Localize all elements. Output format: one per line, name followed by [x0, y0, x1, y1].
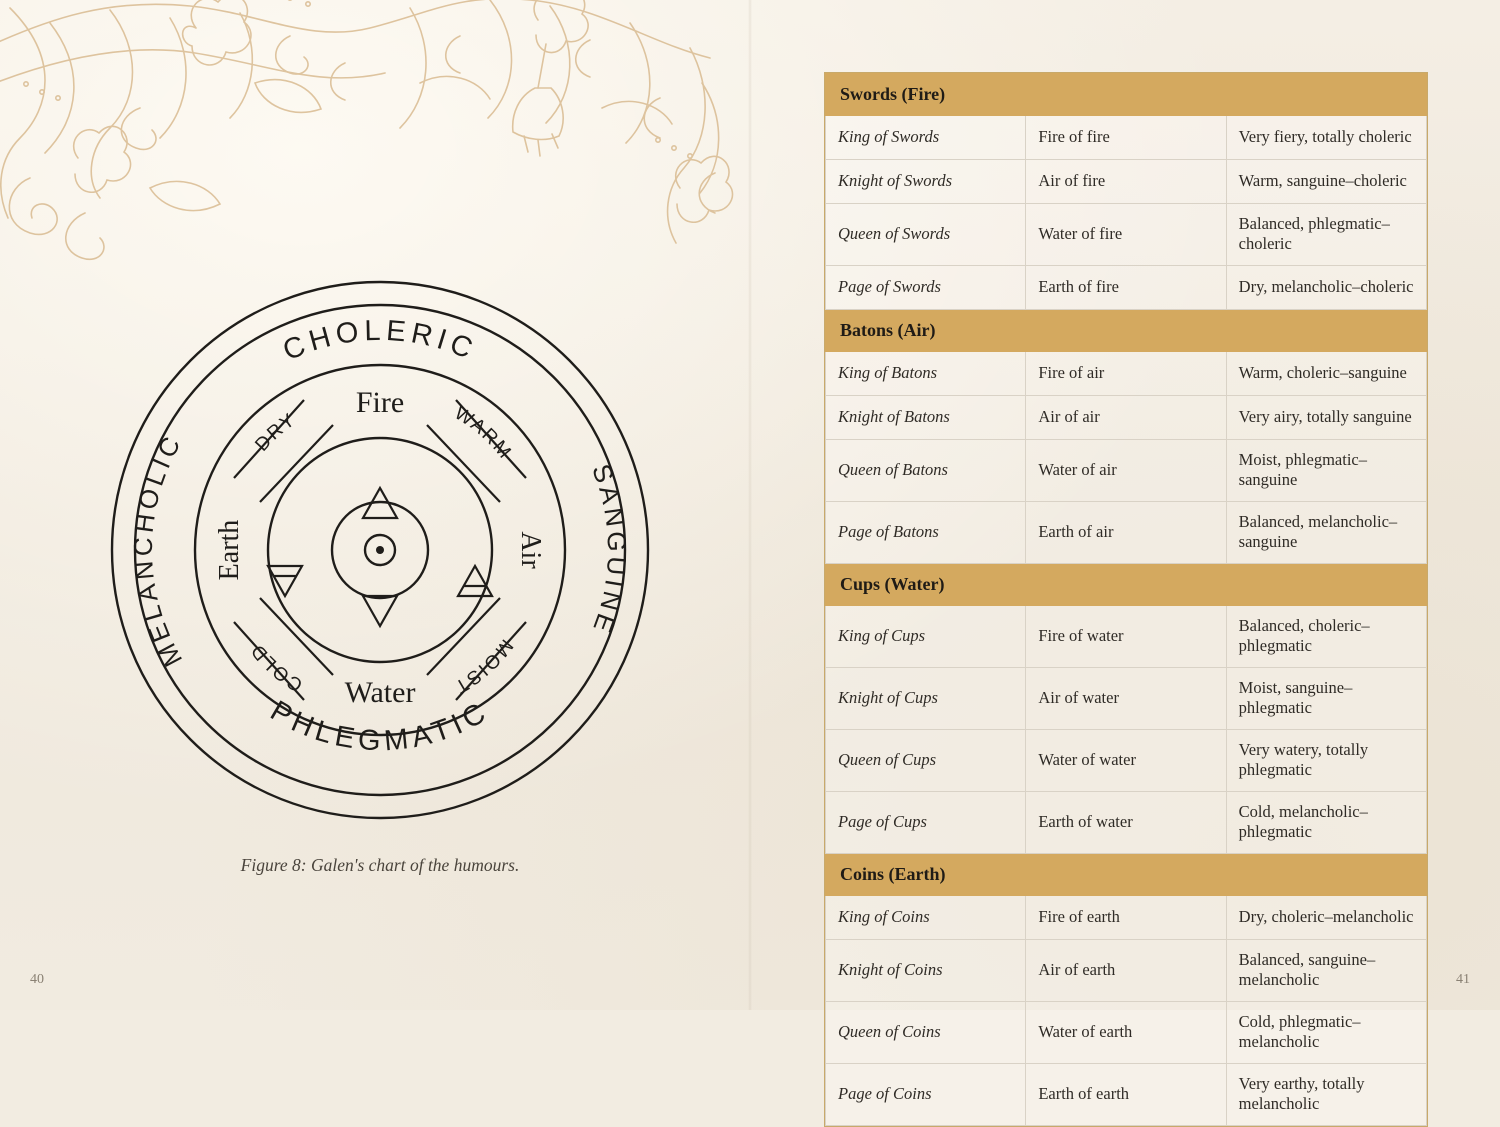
table-row: [826, 792, 1427, 854]
cell-card: King of Batons: [826, 352, 1026, 396]
cell-temperament: Cold, melancholic–phlegmatic: [1226, 792, 1426, 854]
table-row: [826, 940, 1427, 1002]
cell-card: Queen of Swords: [826, 204, 1026, 266]
label-fire: Fire: [356, 386, 404, 419]
label-moist: MOIST: [449, 635, 516, 698]
cell-element: Air of air: [1026, 396, 1226, 440]
cell-element: Earth of earth: [1026, 1064, 1226, 1126]
cell-card: Knight of Swords: [826, 160, 1026, 204]
cell-element: Water of fire: [1026, 204, 1226, 266]
label-dry: DRY: [251, 409, 300, 456]
svg-text:MOIST: [449, 635, 516, 698]
table-row: [826, 160, 1427, 204]
table-section-header: [826, 310, 1427, 352]
cell-card: Page of Batons: [826, 502, 1026, 564]
label-air: Air: [515, 531, 546, 569]
table-section-header: [826, 854, 1427, 896]
cell-element: Fire of earth: [1026, 896, 1226, 940]
svg-text:MELANCHOLIC: [128, 428, 188, 671]
cell-card: Page of Cups: [826, 792, 1026, 854]
svg-text:DRY: [251, 409, 300, 456]
svg-text:SANGUINE: [586, 460, 632, 640]
water-triangle-icon: [363, 596, 397, 626]
cell-card: Queen of Cups: [826, 730, 1026, 792]
cell-element: Water of air: [1026, 440, 1226, 502]
cell-element: Fire of water: [1026, 606, 1226, 668]
label-melancholic: MELANCHOLIC: [128, 428, 188, 671]
label-earth: Earth: [214, 520, 245, 581]
label-cold: COLD: [246, 639, 306, 696]
table-row: [826, 116, 1427, 160]
label-choleric: CHOLERIC: [279, 315, 482, 367]
table-row: [826, 502, 1427, 564]
cell-temperament: Warm, choleric–sanguine: [1226, 352, 1426, 396]
element-symbols: [268, 488, 492, 626]
cell-element: Air of water: [1026, 668, 1226, 730]
cell-card: Knight of Batons: [826, 396, 1026, 440]
cell-temperament: Balanced, choleric–phlegmatic: [1226, 606, 1426, 668]
cell-temperament: Warm, sanguine–choleric: [1226, 160, 1426, 204]
cell-card: Knight of Cups: [826, 668, 1026, 730]
folio-left: 40: [30, 972, 44, 988]
cell-card: King of Swords: [826, 116, 1026, 160]
cell-temperament: Balanced, sanguine–melancholic: [1226, 940, 1426, 1002]
cell-element: Fire of fire: [1026, 116, 1226, 160]
table-row: [826, 1002, 1427, 1064]
cell-card: Page of Swords: [826, 266, 1026, 310]
svg-text:CHOLERIC: [279, 315, 482, 367]
cell-temperament: Balanced, phlegmatic–choleric: [1226, 204, 1426, 266]
table-row: [826, 1064, 1427, 1126]
cell-temperament: Very fiery, totally choleric: [1226, 116, 1426, 160]
cell-element: Air of earth: [1026, 940, 1226, 1002]
cell-temperament: Cold, phlegmatic–melancholic: [1226, 1002, 1426, 1064]
label-warm: WARM: [451, 403, 516, 464]
cell-element: Earth of fire: [1026, 266, 1226, 310]
cell-temperament: Very watery, totally phlegmatic: [1226, 730, 1426, 792]
table-row: [826, 204, 1427, 266]
cell-temperament: Dry, melancholic–choleric: [1226, 266, 1426, 310]
section-title-batons: Batons (Air): [826, 310, 1427, 352]
table-section-header: [826, 74, 1427, 116]
cell-card: Queen of Coins: [826, 1002, 1026, 1064]
cell-temperament: Moist, phlegmatic–sanguine: [1226, 440, 1426, 502]
cell-element: Earth of water: [1026, 792, 1226, 854]
cell-card: Knight of Coins: [826, 940, 1026, 1002]
label-sanguine: SANGUINE: [586, 460, 632, 640]
cell-temperament: Very airy, totally sanguine: [1226, 396, 1426, 440]
label-water: Water: [345, 676, 416, 709]
cell-temperament: Dry, choleric–melancholic: [1226, 896, 1426, 940]
table-section-header: [826, 564, 1427, 606]
svg-text:WARM: [451, 403, 516, 464]
label-phlegmatic: PHLEGMATIC: [265, 695, 495, 758]
table-row: [826, 440, 1427, 502]
book-spine: [748, 0, 752, 1010]
table-row: [826, 896, 1427, 940]
cell-card: Page of Coins: [826, 1064, 1026, 1126]
figure-caption: Figure 8: Galen's chart of the humours.: [60, 855, 700, 876]
cell-element: Water of water: [1026, 730, 1226, 792]
cell-card: Queen of Batons: [826, 440, 1026, 502]
cell-element: Earth of air: [1026, 502, 1226, 564]
section-title-cups: Cups (Water): [826, 564, 1427, 606]
cell-temperament: Very earthy, totally melancholic: [1226, 1064, 1426, 1126]
cell-element: Air of fire: [1026, 160, 1226, 204]
center-dot-icon: [376, 546, 384, 554]
suit-correspondence-table: [824, 72, 1428, 1127]
cell-element: Water of earth: [1026, 1002, 1226, 1064]
table-row: [826, 266, 1427, 310]
cell-temperament: Balanced, melancholic–sanguine: [1226, 502, 1426, 564]
humours-wheel-figure: [60, 240, 700, 860]
table-row: [826, 396, 1427, 440]
table-row: [826, 352, 1427, 396]
cell-card: King of Coins: [826, 896, 1026, 940]
table-row: [826, 668, 1427, 730]
table-row: [826, 606, 1427, 668]
table-row: [826, 730, 1427, 792]
humours-wheel-diagram: [60, 240, 700, 860]
cell-card: King of Cups: [826, 606, 1026, 668]
section-title-coins: Coins (Earth): [826, 854, 1427, 896]
cell-element: Fire of air: [1026, 352, 1226, 396]
section-title-swords: Swords (Fire): [826, 74, 1427, 116]
cell-temperament: Moist, sanguine–phlegmatic: [1226, 668, 1426, 730]
folio-right: 41: [1456, 972, 1470, 988]
